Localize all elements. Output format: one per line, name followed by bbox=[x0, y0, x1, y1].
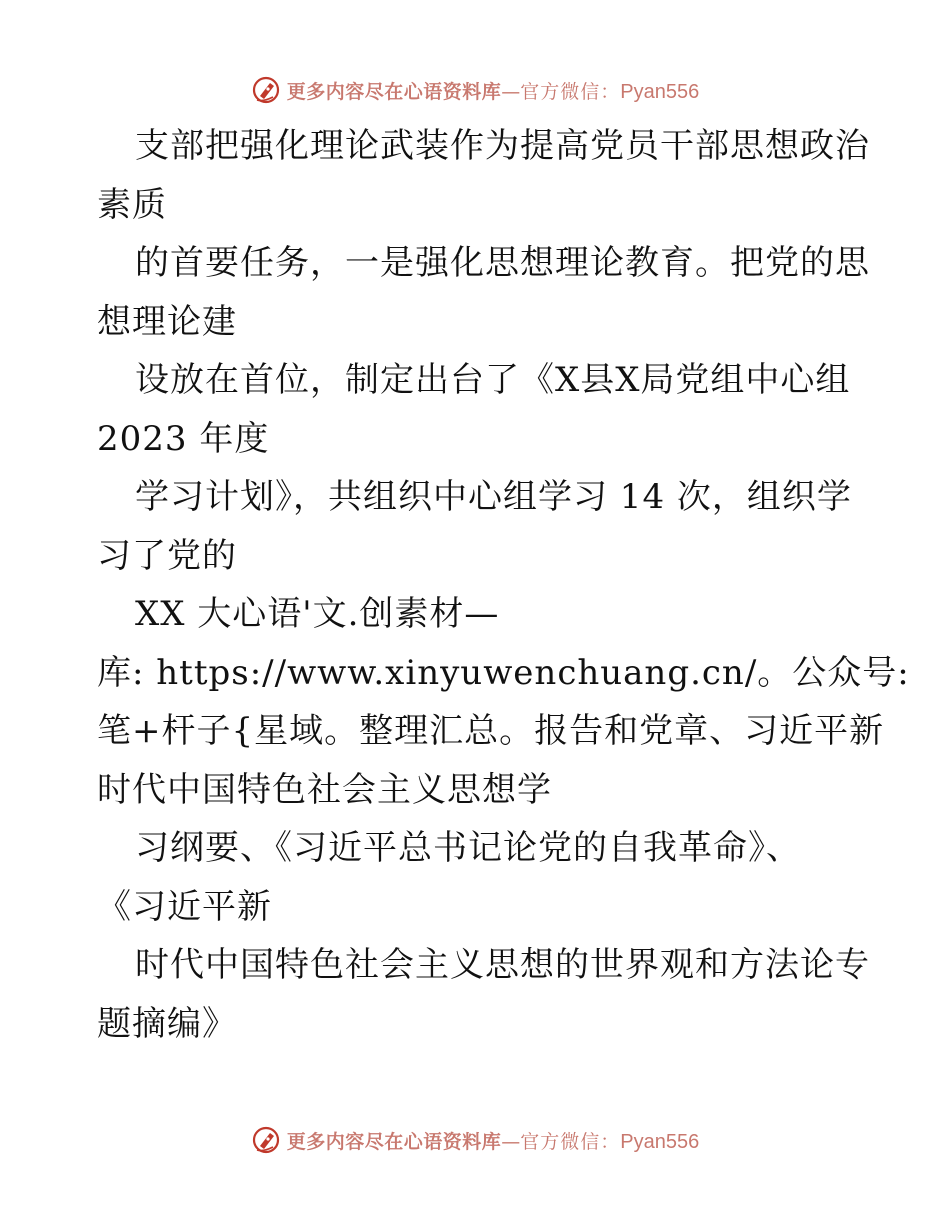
pen-nib-logo-icon bbox=[251, 1125, 281, 1155]
body-line: 学习计划》，共组织中心组学习 14 次，组织学 bbox=[135, 477, 852, 517]
body-line: 笔+杆子{星域。整理汇总。报告和党章、习近平新 bbox=[97, 711, 885, 751]
header-banner-main: 更多内容尽在心语资料库 bbox=[286, 80, 502, 103]
footer-banner-account: Pyan556 bbox=[620, 1130, 700, 1153]
body-line: 想理论建 bbox=[97, 301, 237, 342]
header-banner-text bbox=[287, 77, 700, 104]
body-line: 习了党的 bbox=[97, 535, 237, 576]
header-banner-sub: 官方微信： bbox=[520, 80, 621, 103]
body-line: 素质 bbox=[97, 184, 167, 225]
footer-banner bbox=[0, 1120, 950, 1160]
pen-nib-logo-icon bbox=[251, 75, 281, 105]
footer-banner-sub: 官方微信： bbox=[520, 1130, 621, 1153]
footer-banner-text bbox=[287, 1127, 700, 1154]
body-line: 设放在首位，制定出台了《X县X局党组中心组 bbox=[135, 360, 851, 400]
body-line: 支部把强化理论武装作为提高党员干部思想政治 bbox=[135, 126, 870, 166]
document-body bbox=[97, 117, 910, 1053]
body-line: 《习近平新 bbox=[97, 886, 272, 927]
footer-banner-main: 更多内容尽在心语资料库 bbox=[286, 1130, 502, 1153]
body-line: 时代中国特色社会主义思想的世界观和方法论专 bbox=[135, 945, 870, 985]
footer-banner-separator: — bbox=[501, 1130, 521, 1153]
body-line: 习纲要、《习近平总书记论党的自我革命》、 bbox=[135, 828, 801, 868]
body-line: 的首要任务，一是强化思想理论教育。把党的思 bbox=[135, 243, 870, 283]
header-banner-separator: — bbox=[501, 80, 521, 103]
body-line: 题摘编》 bbox=[97, 1003, 237, 1044]
header-banner-account: Pyan556 bbox=[620, 80, 700, 103]
body-line: XX 大心语'文.创素材— bbox=[135, 594, 500, 634]
body-line: 2023 年度 bbox=[97, 418, 270, 459]
body-line: 时代中国特色社会主义思想学 bbox=[97, 769, 552, 810]
body-line-url: 库: https://www.xinyuwenchuang.cn/。公众号: bbox=[97, 652, 910, 693]
header-banner bbox=[0, 70, 950, 110]
